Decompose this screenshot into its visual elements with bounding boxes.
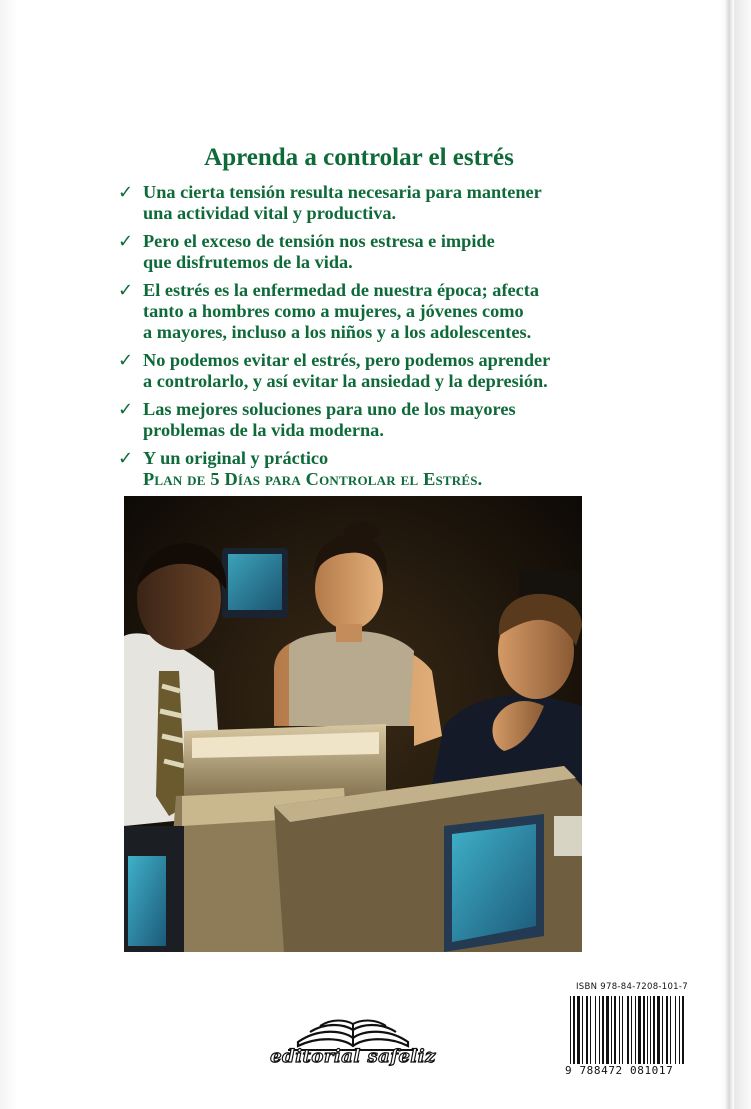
check-icon: ✓ [118,399,134,420]
bullet-item [118,182,598,224]
check-icon: ✓ [118,231,134,252]
publisher-name: editorial safeliz [270,1046,436,1067]
bullet-line: que disfrutemos de la vida. [143,252,353,272]
bullet-list [118,182,598,497]
bullet-line: a mayores, incluso a los niños y a los adolescentes. [143,322,532,342]
barcode-icon [568,996,688,1066]
bullet-line-plan-title: Plan de 5 Días para Controlar el Estrés. [143,469,483,489]
spine-edge [724,0,734,1109]
bullet-item [118,280,598,343]
cover-photo [124,496,582,952]
check-icon: ✓ [118,280,134,301]
isbn-label: ISBN 978-84-7208-101-7 [576,982,688,992]
bullet-item [118,231,598,273]
bullet-line: Y un original y práctico [143,448,329,468]
bullet-item [118,350,598,392]
bullet-line: una actividad vital y productiva. [143,203,397,223]
barcode-digits: 9 788472 081017 [565,1064,674,1077]
cover-title: Aprenda a controlar el estrés [204,144,514,171]
check-icon: ✓ [118,182,134,203]
check-icon: ✓ [118,350,134,371]
bullet-line: Una cierta tensión resulta necesaria para mantener [143,182,542,202]
bullet-line: tanto a hombres como a mujeres, a jóvenes como [143,301,524,321]
bullet-line: No podemos evitar el estrés, pero podemos aprender [143,350,551,370]
bullet-line: Las mejores soluciones para uno de los mayores [143,399,516,419]
bullet-item [118,448,598,490]
bullet-line: problemas de la vida moderna. [143,420,384,440]
photo-three-people-at-computer-monitors [124,496,582,952]
bullet-line: Pero el exceso de tensión nos estresa e impide [143,231,495,251]
bullet-line: El estrés es la enfermedad de nuestra época; afecta [143,280,539,300]
bullet-item [118,399,598,441]
bullet-line: a controlarlo, y así evitar la ansiedad y la depresión. [143,371,548,391]
check-icon: ✓ [118,448,134,469]
